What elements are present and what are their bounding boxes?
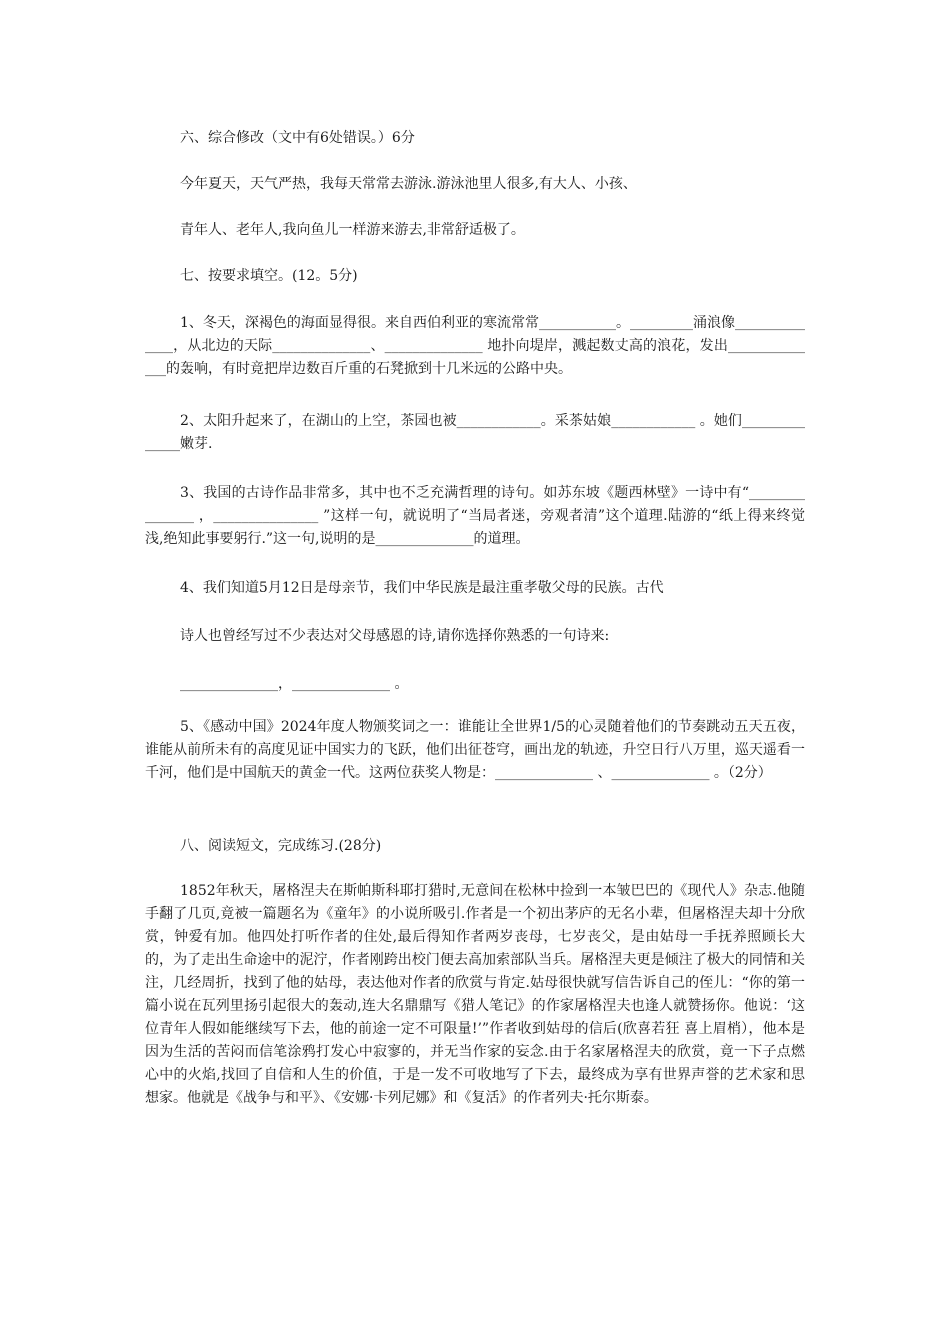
section-8-heading: 八、阅读短文，完成练习.(28分): [180, 838, 382, 854]
section-6-text-line-1: 今年夏天，天气严热，我每天常常去游泳.游泳池里人很多,有大人、小孩、: [180, 176, 637, 192]
question-5: 5、《感动中国》2024年度人物颁奖词之一：谁能让全世界1/5的心灵随着他们的节奏跳动五天五夜，谁能从前所未有的高度见证中国实力的飞跃，他们出征苍穹，画出龙的轨迹，升空日行八万里，巡天遥看一千河，他们是中国航天的黄金一代。这两位获奖人物是：______________ 、______________ 。（2分）: [145, 719, 805, 781]
question-3: 3、我国的古诗作品非常多，其中也不乏充满哲理的诗句。如苏东坡《题西林壁》一诗中有“_______________ ，_______________ ”这样一句，就说明了“当局者迷，旁观者清”这个道理.陆游的“纸上得来终觉浅,绝知此事要躬行.”这一句,说明的是______________的道理。: [145, 485, 805, 547]
question-4-line-1: 4、我们知道5月12日是母亲节，我们中华民族是最注重孝敬父母的民族。古代: [180, 580, 664, 596]
question-1: 1、冬天，深褐色的海面显得很。来自西伯利亚的寒流常常___________。_________涌浪像______________，从北边的天际______________、______________ 地扑向堤岸，溅起数丈高的浪花，发出______________的轰响，有时竟把岸边数百斤重的石凳掀到十几米远的公路中央。: [145, 315, 805, 377]
question-2: 2、太阳升起来了，在湖山的上空，茶园也被____________。采茶姑娘____________ 。她们______________嫩芽.: [145, 413, 805, 452]
section-6-heading: 六、综合修改（文中有6处错误。）6分: [180, 130, 415, 146]
question-4-line-2: 诗人也曾经写过不少表达对父母感恩的诗,请你选择你熟悉的一句诗来:: [180, 628, 610, 644]
section-7-heading: 七、按要求填空。(12。5分): [180, 268, 358, 284]
reading-passage: 1852年秋天，屠格涅夫在斯帕斯科耶打猎时,无意间在松林中捡到一本皱巴巴的《现代人》杂志.他随手翻了几页,竟被一篇题名为《童年》的小说所吸引.作者是一个初出茅庐的无名小辈，但屠格涅夫却十分欣赏，钟爱有加。他四处打听作者的住处,最后得知作者两岁丧母，七岁丧父，是由姑母一手抚养照顾长大的，为了走出生命途中的泥泞，作者刚跨出校门便去高加索部队当兵。屠格涅夫更是倾注了极大的同情和关注，几经周折，找到了他的姑母，表达他对作者的欣赏与肯定.姑母很快就写信告诉自己的侄儿：“你的第一篇小说在瓦列里扬引起很大的轰动,连大名鼎鼎写《猎人笔记》的作家屠格涅夫也逢人就赞扬你。他说：‘这位青年人假如能继续写下去，他的前途一定不可限量!’”作者收到姑母的信后(欣喜若狂 喜上眉梢），他本是因为生活的苦闷而信笔涂鸦打发心中寂寥的，并无当作家的妄念.由于名家屠格涅夫的欣赏，竟一下子点燃心中的火焰,找回了自信和人生的价值，于是一发不可收地写了下去，最终成为享有世界声誉的艺术家和思想家。他就是《战争与和平》、《安娜·卡列尼娜》和《复活》的作者列夫·托尔斯泰。: [145, 883, 805, 1106]
question-4-answer-blank: ______________，______________ 。: [180, 676, 409, 692]
section-6-text-line-2: 青年人、老年人,我向鱼儿一样游来游去,非常舒适极了。: [180, 222, 525, 238]
